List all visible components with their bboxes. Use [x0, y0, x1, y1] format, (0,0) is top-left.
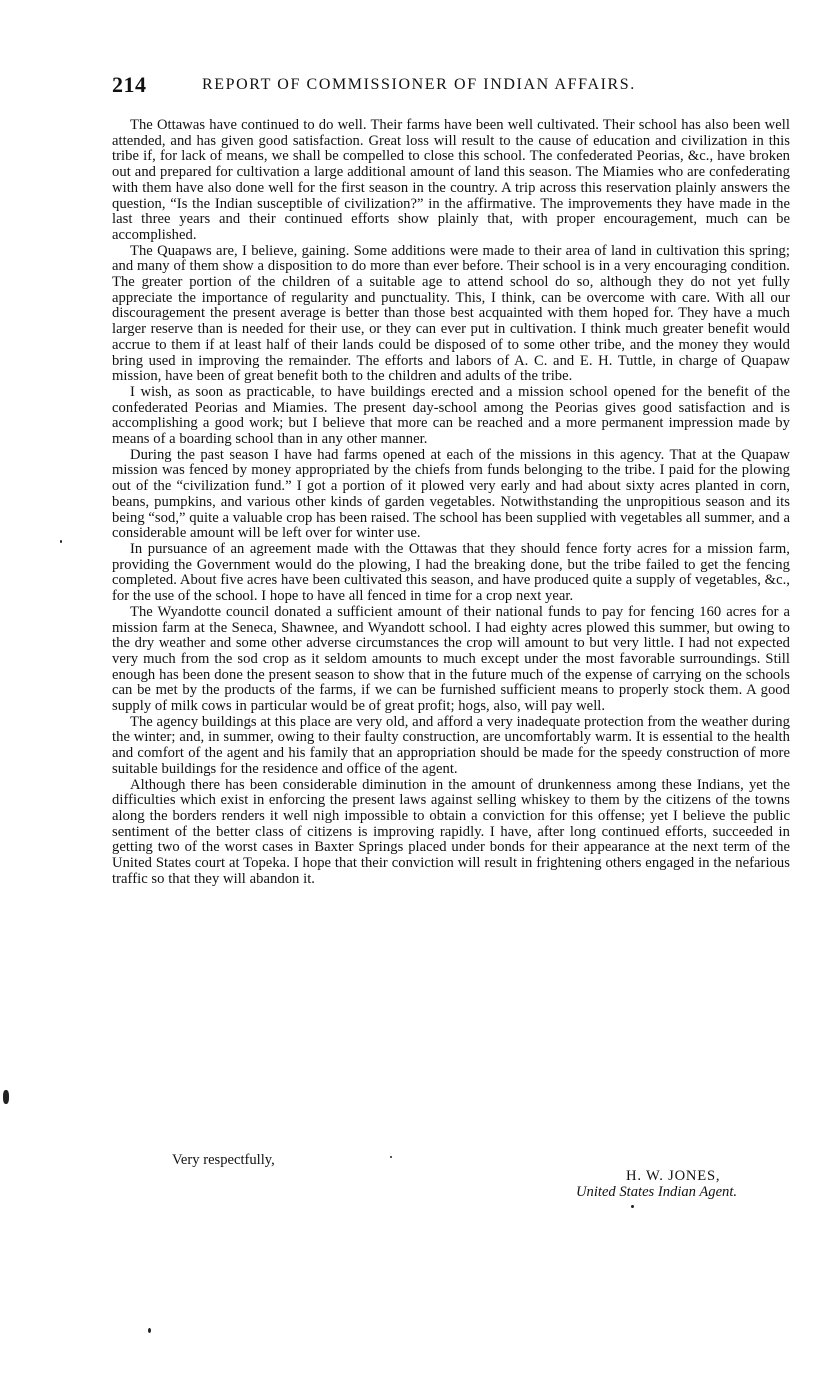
paragraph-mission-school: I wish, as soon as practicable, to have buildings erected and a mission school opened for the benefit of the confederated Peorias and Miamies. The present day-school among the Peorias gives good satisfaction and is accomplishing a good work; but I believe that more can be reached and a more permanent impression made by means of a boarding school than in any other manner. [112, 383, 790, 448]
running-head: REPORT OF COMMISSIONER OF INDIAN AFFAIRS. [202, 76, 636, 93]
paragraph-drunkenness: Although there has been considerable diminution in the amount of drunkenness among these Indians, yet the difficulties which exist in enforcing the present laws against selling whiskey to them by the citizens of the towns along the borders renders it well nigh impossible to obtain a conviction for this offense; yet I believe the public sentiment of the better class of citizens is improving rapidly. I have, after long continued efforts, succeeded in getting two of the worst cases in Baxter Springs placed under bonds for their appearance at the next term of the United States court at Topeka. I hope that their conviction will result in frightening others engaged in the nefarious traffic so that they will abandon it. [112, 776, 790, 887]
paragraph-ottawas: The Ottawas have continued to do well. Their farms have been well cultivated. Their school has also been well attended, and has given good satisfaction. Great loss will result to the cause of education and civilization in this tribe if, for lack of means, we shall be compelled to close this school. The confederated Peorias, &c., have broken out and prepared for cultivation a large additional amount of land this season. The Miamies who are confederating with them have also done well for the first season in the country. A trip across this reservation plainly answers the question, “Is the Indian susceptible of civilization?” in the affirmative. The improvements they have made in the last three years and their continued efforts show plainly that, with proper encouragement, much can be accomplished. [112, 117, 790, 243]
paragraph-quapaws: The Quapaws are, I believe, gaining. Some additions were made to their area of land in cultivation this spring; and many of them show a disposition to do more than ever before. Their school is in a very encouraging condition. The greater portion of the children of a suitable age to attend school do so, although they do not yet fully appreciate the importance of regularity and punctuality. This, I think, can be overcome with care. With all our discouragement the present average is better than those best acquainted with them hoped for. They have a much larger reserve than is needed for their use, or they can ever put in cultivation. I think much greater benefit would accrue to them if at least half of their lands could be disposed of to some other tribe, and the money they would bring used in improving the remainder. The efforts and labors of A. C. and E. H. Tuttle, in charge of Quapaw mission, have been of great benefit both to the children and adults of the tribe. [112, 242, 790, 385]
closing-salutation: Very respectfully, [172, 1152, 275, 1168]
ink-speck [631, 1205, 634, 1208]
paragraph-ottawa-agreement: In pursuance of an agreement made with the Ottawas that they should fence forty acres for a mission farm, providing the Government would do the plowing, I had the breaking done, but the tribe failed to get the fencing completed. About five acres have been cultivated this season, and have produced quite a supply of vegetables, &c., for the use of the school. I hope to have all fenced in time for a crop next year. [112, 540, 790, 605]
signature-title: United States Indian Agent. [576, 1184, 738, 1200]
paragraph-wyandotte: The Wyandotte council donated a sufficient amount of their national funds to pay for fencing 160 acres for a mission farm at the Seneca, Shawnee, and Wyandott school. I had eighty acres plowed this summer, but owing to the dry weather and some other adverse circumstances the crop will amount to but very little. I had not expected very much from the sod crop as it seldom amounts to much except under the most favorable surroundings. Still enough has been done the present season to show that in the future much of the expense of carrying on the schools can be met by the products of the farms, if we can be furnished sufficient means to properly stock them. A good supply of milk cows in particular would be of great profit; hogs, also, will pay well. [112, 603, 790, 715]
ink-speck [60, 540, 62, 543]
paragraph-agency-buildings: The agency buildings at this place are very old, and afford a very inadequate protection from the weather during the winter; and, in summer, owing to their faulty construction, are uncomfortably warm. It is essential to the health and comfort of the agent and his family that an appropriation should be made for the speedy construction of more suitable buildings for the residence and office of the agent. [112, 713, 790, 777]
report-body [112, 118, 790, 887]
ink-speck [3, 1090, 9, 1104]
ink-speck [390, 1156, 392, 1158]
paragraph-farms: During the past season I have had farms opened at each of the missions in this agency. That at the Quapaw mission was fenced by money appropriated by the chiefs from funds belonging to the tribe. I paid for the plowing out of the “civilization fund.” I got a portion of it plowed very early and had about sixty acres planted in corn, beans, pumpkins, and various other kinds of garden vegetables. Notwithstanding the unpropitious season and its being “sod,” quite a valuable crop has been raised. The school has been supplied with vegetables all summer, and a considerable amount will be left over for winter use. [112, 446, 790, 542]
page-number: 214 [112, 72, 147, 97]
signature-name: H. W. JONES, [626, 1168, 721, 1184]
page-header [112, 72, 792, 102]
ink-speck [148, 1328, 151, 1333]
